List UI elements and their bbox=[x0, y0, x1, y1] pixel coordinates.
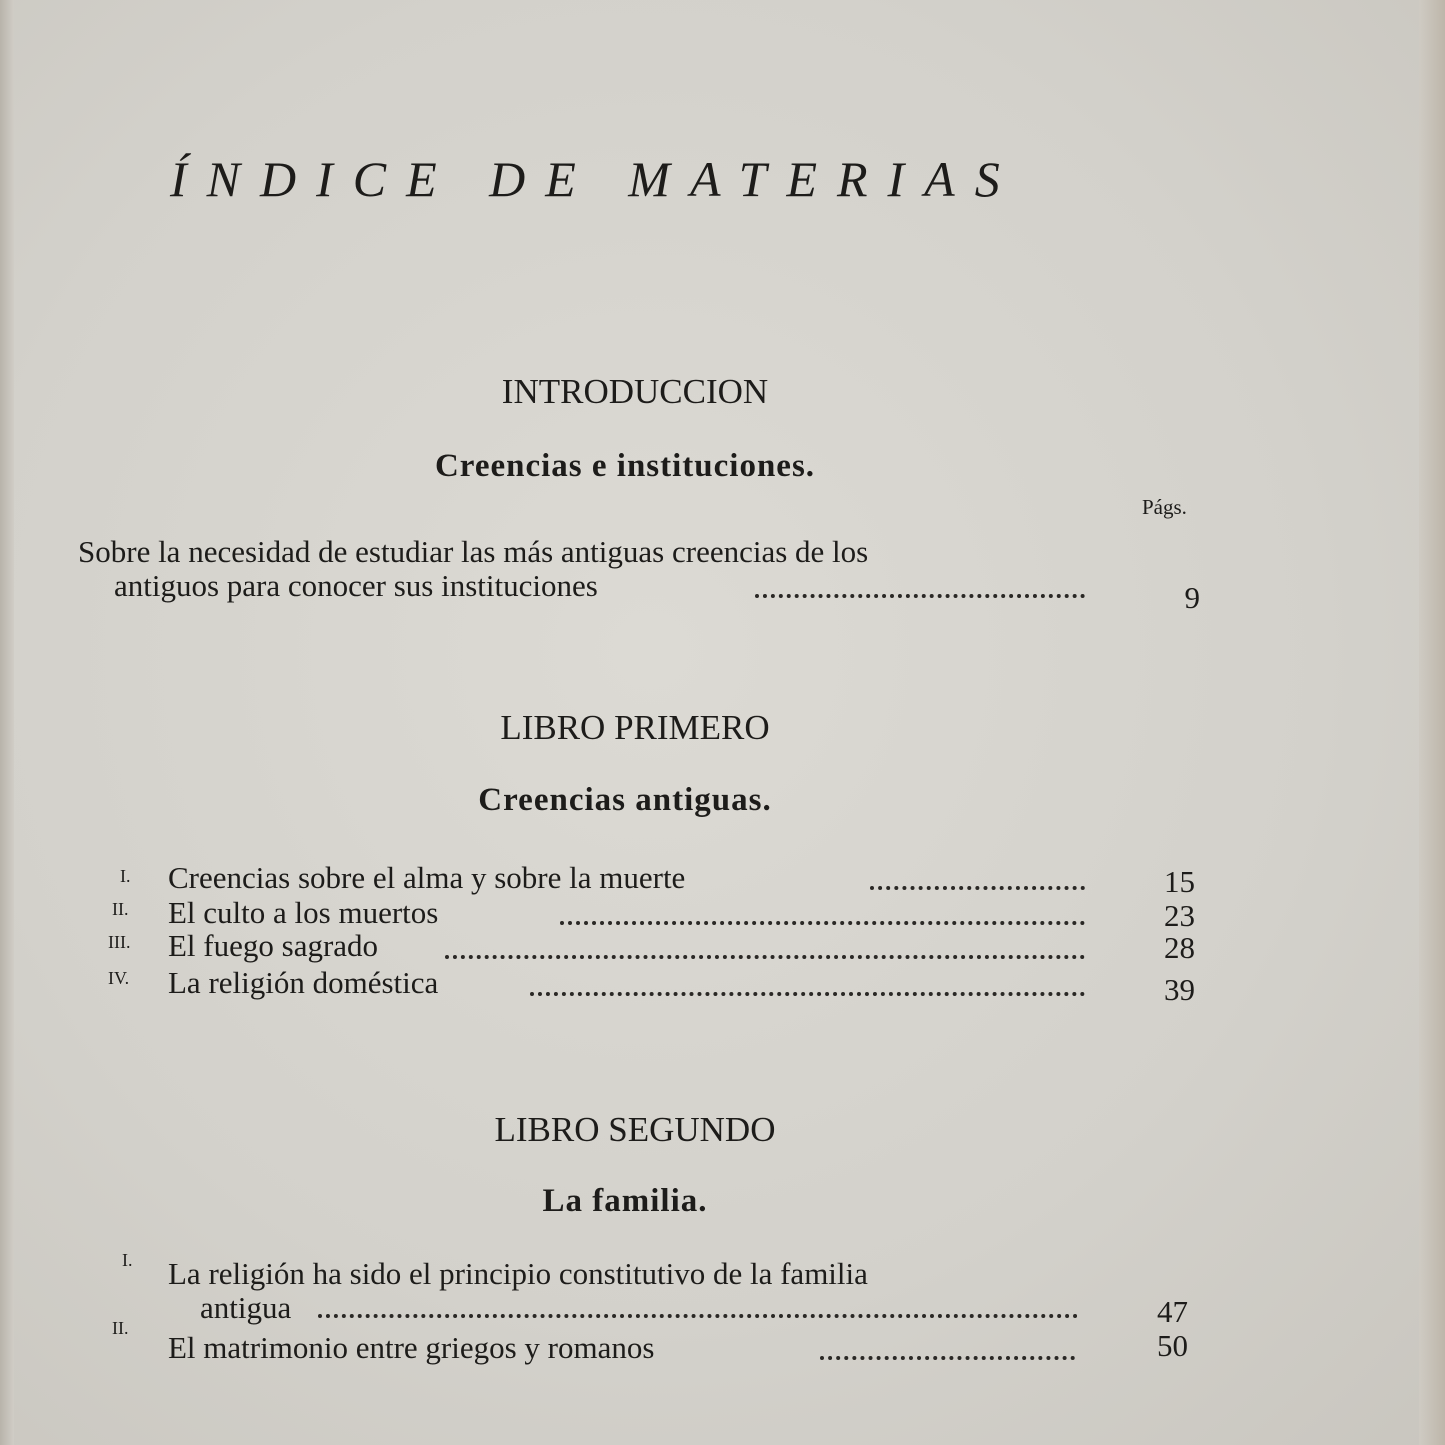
entry-text: La religión doméstica bbox=[168, 965, 439, 1000]
entry-page: 39 bbox=[1164, 972, 1195, 1007]
intro-entry-page: 9 bbox=[1184, 580, 1200, 615]
entry-number: II. bbox=[112, 899, 129, 919]
dot-leader bbox=[870, 886, 1085, 890]
entry-page: 47 bbox=[1157, 1294, 1188, 1329]
dot-leader bbox=[820, 1356, 1075, 1360]
libro1-subheading: Creencias antiguas. bbox=[478, 782, 772, 818]
intro-heading: INTRODUCCION bbox=[501, 372, 769, 411]
dot-leader bbox=[445, 955, 1085, 959]
entry-number: III. bbox=[108, 932, 131, 952]
entry-number: II. bbox=[112, 1318, 129, 1338]
dot-leader bbox=[530, 992, 1085, 996]
entry-text: El fuego sagrado bbox=[168, 928, 379, 963]
entry-text: La religión ha sido el principio constitutivo de la familia bbox=[168, 1256, 868, 1291]
entry-text: El culto a los muertos bbox=[168, 895, 439, 930]
entry-text-continued: antigua bbox=[200, 1290, 292, 1325]
entry-page: 23 bbox=[1164, 898, 1195, 933]
dot-leader bbox=[560, 921, 1085, 925]
libro2-heading: LIBRO SEGUNDO bbox=[494, 1110, 776, 1149]
libro2-subheading: La familia. bbox=[542, 1183, 708, 1219]
entry-page: 15 bbox=[1164, 864, 1195, 899]
dot-leader bbox=[755, 594, 1085, 598]
entry-number: I. bbox=[122, 1250, 133, 1270]
page-title: ÍNDICE DE MATERIAS bbox=[170, 151, 1020, 207]
pages-label: Págs. bbox=[1142, 495, 1187, 519]
entry-text: Creencias sobre el alma y sobre la muerte bbox=[168, 860, 686, 895]
entry-number: IV. bbox=[108, 968, 130, 988]
intro-subheading: Creencias e instituciones. bbox=[434, 448, 816, 484]
page-right-edge bbox=[1419, 0, 1445, 1445]
entry-page: 28 bbox=[1164, 930, 1195, 965]
intro-entry-line2: antiguos para conocer sus instituciones bbox=[114, 568, 598, 603]
intro-entry-line1: Sobre la necesidad de estudiar las más antiguas creencias de los bbox=[78, 534, 869, 569]
entry-page: 50 bbox=[1157, 1328, 1188, 1363]
entry-number: I. bbox=[120, 866, 131, 886]
entry-text: El matrimonio entre griegos y romanos bbox=[168, 1330, 655, 1365]
dot-leader bbox=[318, 1314, 1078, 1318]
libro1-heading: LIBRO PRIMERO bbox=[500, 708, 770, 747]
